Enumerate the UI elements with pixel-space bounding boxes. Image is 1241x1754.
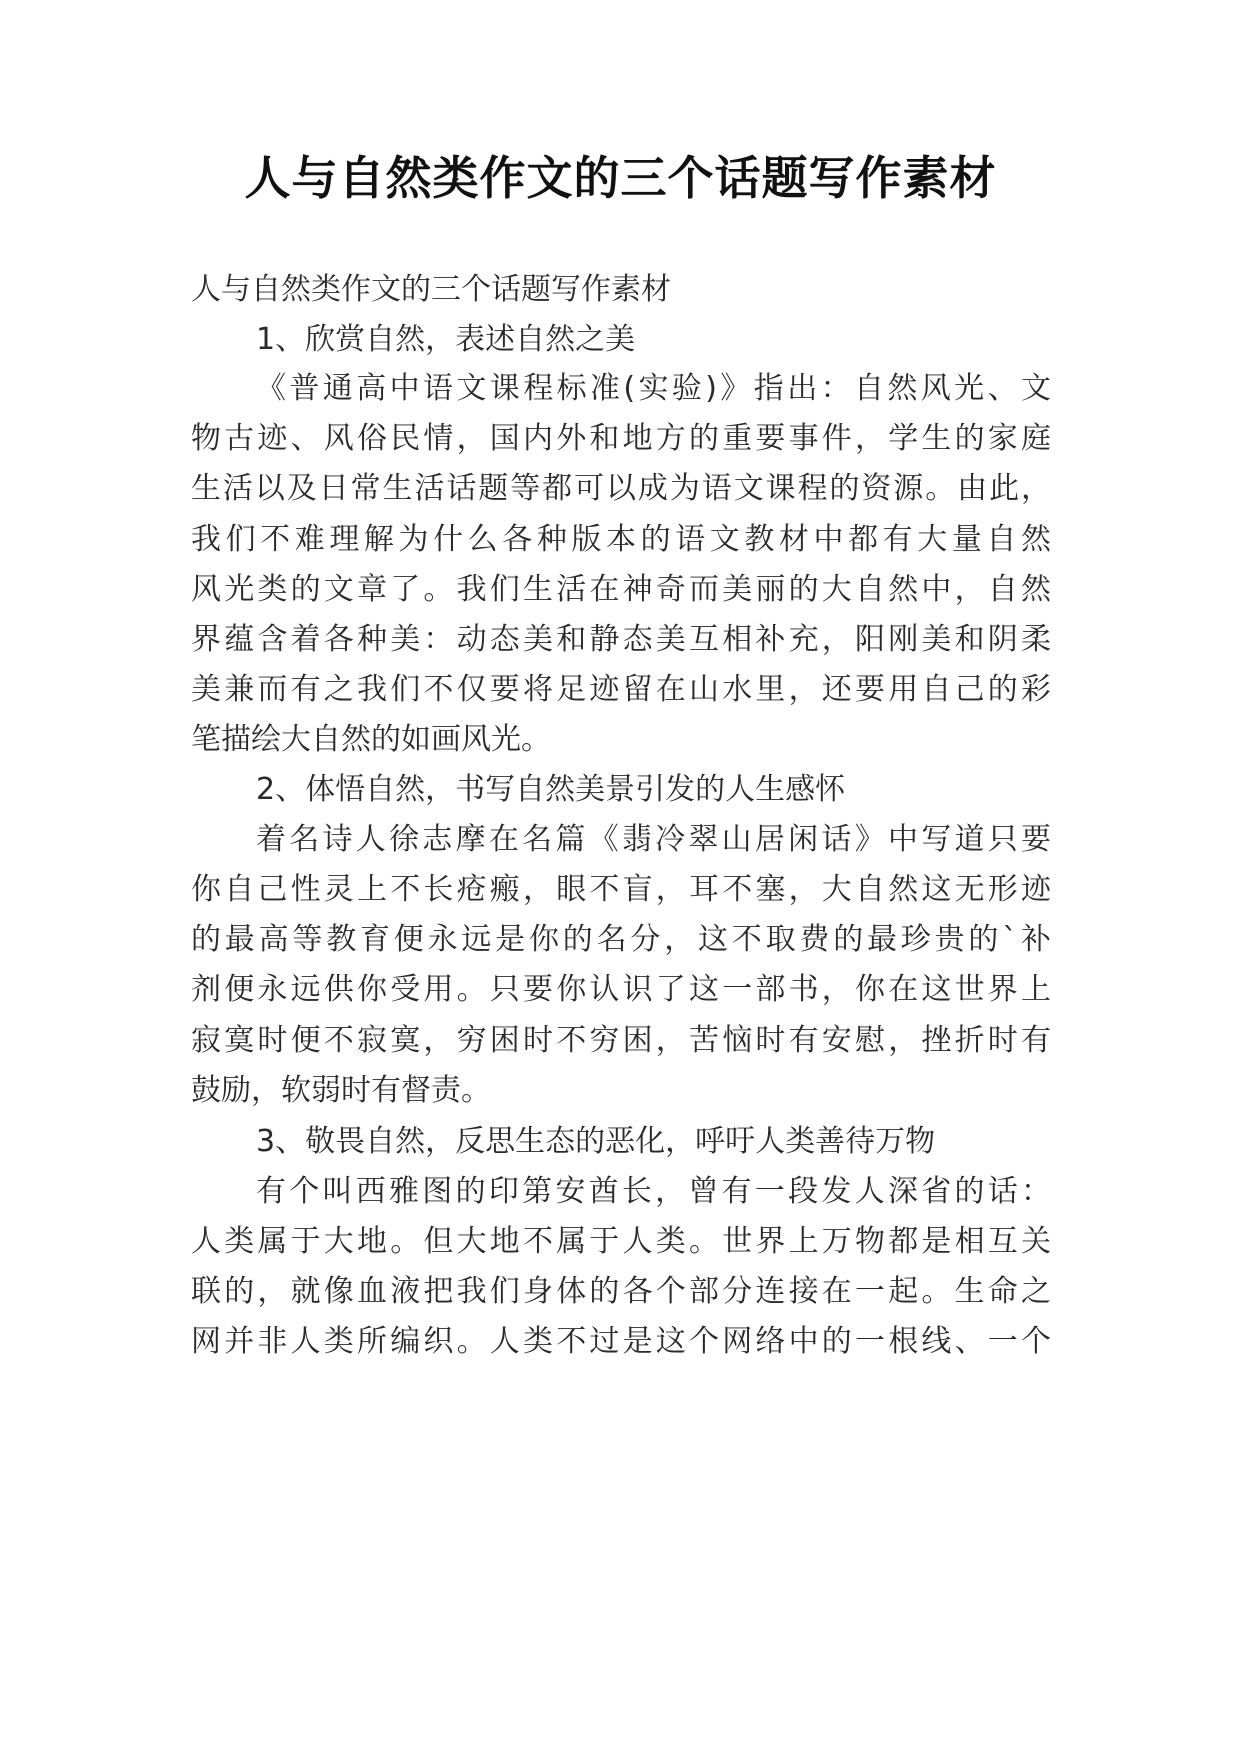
paragraph-line: 着名诗人徐志摩在名篇《翡冷翠山居闲话》中写道只要 (256, 822, 1051, 857)
document-title: 人与自然类作文的三个话题写作素材 (244, 151, 997, 205)
subtitle-line: 人与自然类作文的三个话题写作素材 (191, 272, 671, 307)
paragraph-line: 人类属于大地。但大地不属于人类。世界上万物都是相互关 (191, 1224, 1051, 1259)
paragraph-line: 你自己性灵上不长疮瘢，眼不盲，耳不塞，大自然这无形迹 (191, 872, 1051, 907)
paragraph-line: 物古迹、风俗民情，国内外和地方的重要事件，学生的家庭 (191, 421, 1051, 456)
paragraph-line: 联的，就像血液把我们身体的各个部分连接在一起。生命之 (191, 1274, 1051, 1309)
paragraph-line: 笔描绘大自然的如画风光。 (191, 722, 551, 757)
paragraph-line: 剂便永远供你受用。只要你认识了这一部书，你在这世界上 (191, 972, 1051, 1007)
paragraph-line: 美兼而有之我们不仅要将足迹留在山水里，还要用自己的彩 (191, 672, 1051, 707)
paragraph-line: 寂寞时便不寂寞，穷困时不穷困，苦恼时有安慰，挫折时有 (191, 1023, 1051, 1058)
paragraph-line: 网并非人类所编织。人类不过是这个网络中的一根线、一个 (191, 1324, 1051, 1359)
section-heading-3: 3、敬畏自然，反思生态的恶化，呼吁人类善待万物 (256, 1124, 936, 1159)
paragraph-line: 我们不难理解为什么各种版本的语文教材中都有大量自然 (191, 522, 1051, 557)
paragraph-line: 风光类的文章了。我们生活在神奇而美丽的大自然中，自然 (191, 572, 1051, 607)
section-heading-1: 1、欣赏自然，表述自然之美 (256, 322, 636, 357)
paragraph-line: 《普通高中语文课程标准(实验)》指出：自然风光、文 (256, 371, 1051, 406)
paragraph-line: 生活以及日常生活话题等都可以成为语文课程的资源。由此， (191, 471, 1051, 506)
section-heading-2: 2、体悟自然，书写自然美景引发的人生感怀 (256, 772, 846, 807)
paragraph-line: 界蕴含着各种美：动态美和静态美互相补充，阳刚美和阴柔 (191, 622, 1051, 657)
paragraph-line: 的最高等教育便永远是你的名分，这不取费的最珍贵的`补 (191, 922, 1051, 957)
paragraph-line: 有个叫西雅图的印第安酋长，曾有一段发人深省的话： (256, 1174, 1051, 1209)
paragraph-line: 鼓励，软弱时有督责。 (191, 1073, 491, 1108)
